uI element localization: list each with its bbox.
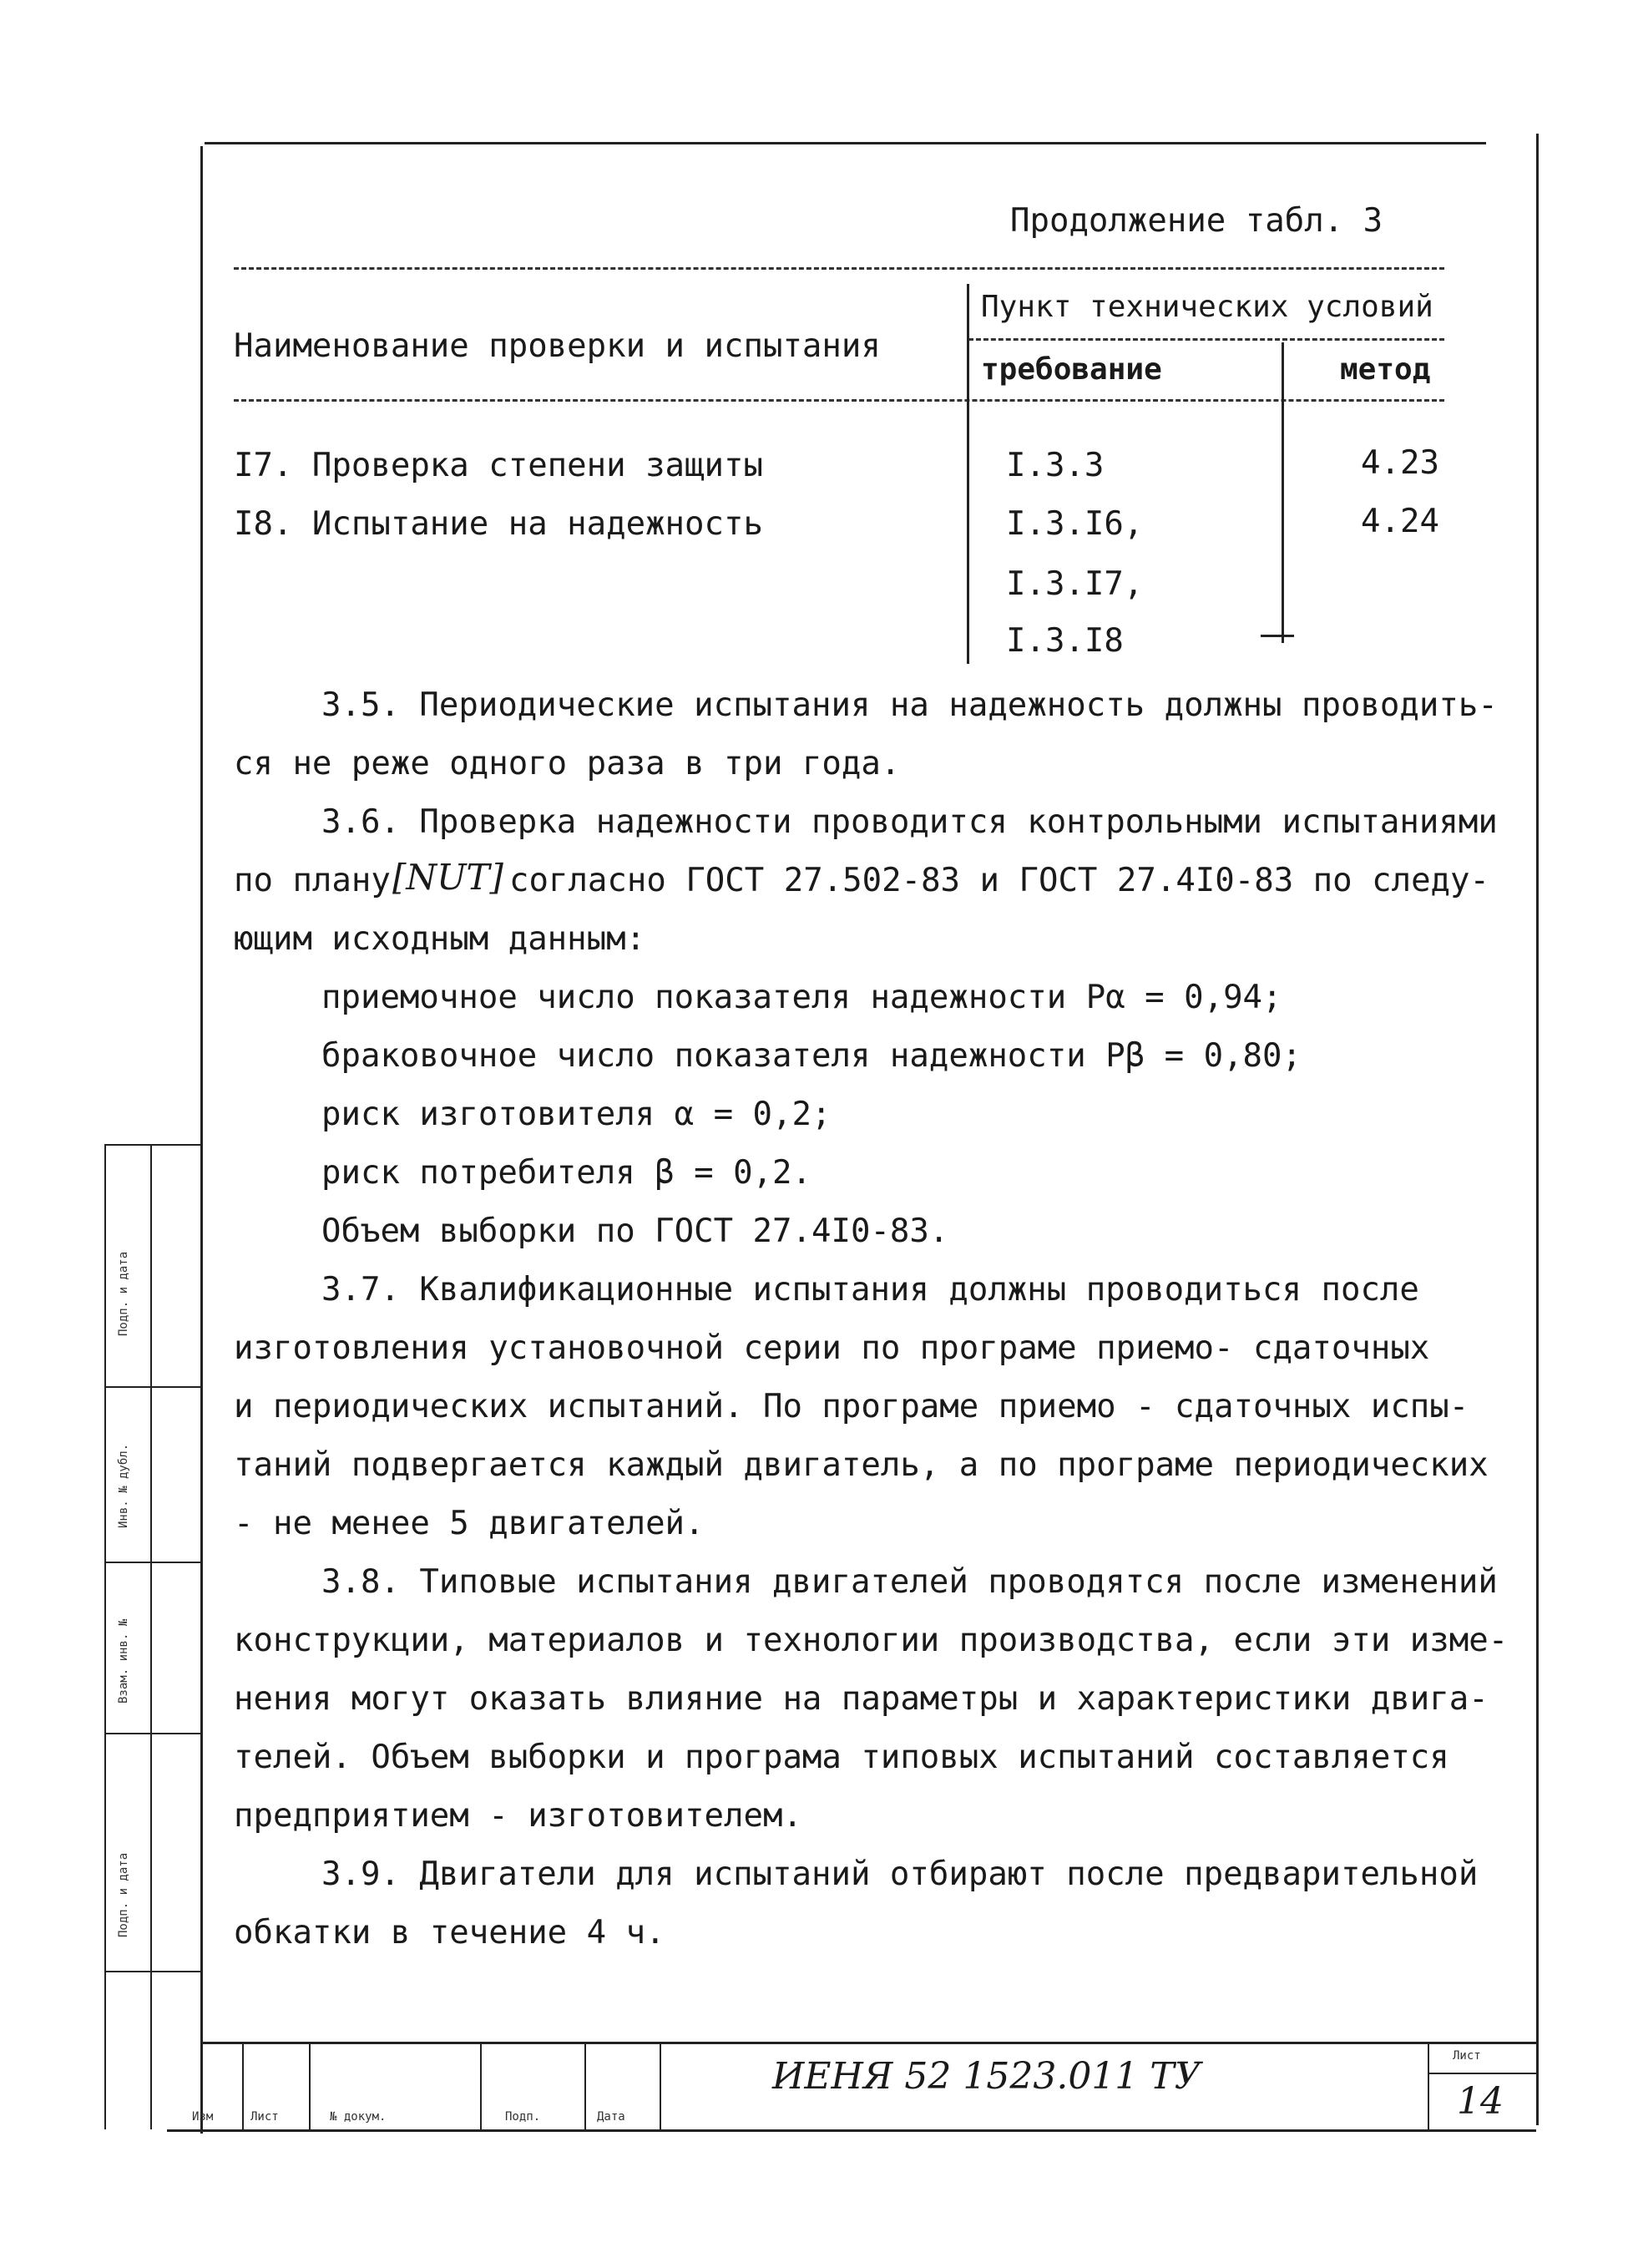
stamp-col-izm: Изм (192, 2110, 214, 2124)
table-row-req: I.3.3 (1006, 447, 1105, 484)
stamp-sheet-rule (1428, 2073, 1536, 2074)
document-code: ИЕНЯ 52 1523.011 ТУ (772, 2055, 1201, 2098)
paragraph-3-9: 3.9. Двигатели для испытаний отбирают после предварительной (321, 1855, 1479, 1893)
paragraph-3-7: таний подвергается каждый двигатель, а по програме периодических (234, 1446, 1489, 1484)
margin-label: Подп. и дата (117, 1852, 130, 1937)
paragraph-3-5: ся не реже одного раза в три года. (234, 745, 901, 782)
sheet-number: 14 (1457, 2080, 1504, 2123)
table-continuation-label: Продолжение табл. 3 (1010, 202, 1383, 240)
margin-strip-rule (104, 1971, 200, 1972)
paragraph-3-8: предприятием - изготовителем. (234, 1797, 802, 1835)
stamp-vline (584, 2042, 586, 2129)
list-item: Объем выборки по ГОСТ 27.4I0-83. (321, 1212, 949, 1250)
table-tick (1261, 635, 1294, 637)
margin-strip-rule (104, 1386, 200, 1388)
stamp-col-podp: Подп. (505, 2110, 541, 2124)
paragraph-3-6: по плану (234, 862, 391, 899)
stamp-col-data: Дата (597, 2110, 625, 2124)
paragraph-3-8: телей. Объем выборки и програма типовых испытаний составляется (234, 1739, 1449, 1776)
col-method-header: метод (1340, 352, 1431, 387)
table-top-rule (234, 267, 1444, 270)
paragraph-3-6-plan: [NUT] (392, 857, 503, 898)
col-req-header: требование (981, 352, 1162, 387)
paragraph-3-5: 3.5. Периодические испытания на надежность должны проводить- (321, 686, 1498, 724)
paragraph-3-6: 3.6. Проверка надежности проводится контрольными испытаниями (321, 803, 1498, 841)
table-row-name: I7. Проверка степени защиты (234, 447, 763, 484)
margin-strip-rule (104, 1733, 200, 1734)
margin-strip-rule (104, 1562, 200, 1563)
col-group-rule (968, 338, 1444, 341)
frame-top (205, 142, 1486, 144)
stamp-top-rule (200, 2042, 1536, 2044)
paragraph-3-7: 3.7. Квалификационные испытания должны проводиться после (321, 1271, 1419, 1309)
margin-strip-rule (104, 1144, 200, 1146)
stamp-vline (480, 2042, 482, 2129)
col-group-header: Пункт технических условий (981, 290, 1433, 324)
stamp-vline (660, 2042, 661, 2129)
list-item: риск изготовителя α = 0,2; (321, 1096, 832, 1133)
col-name-header: Наименование проверки и испытания (234, 327, 881, 365)
paragraph-3-7: и периодических испытаний. По програме приемо - сдаточных испы- (234, 1388, 1469, 1425)
margin-strip-mid (150, 1144, 152, 2129)
stamp-vline (309, 2042, 311, 2129)
stamp-vline (1428, 2042, 1429, 2129)
margin-strip-left (104, 1144, 106, 2129)
table-vline-1 (967, 284, 969, 664)
table-row-req: I.3.I7, (1006, 565, 1144, 603)
paragraph-3-9: обкатки в течение 4 ч. (234, 1914, 665, 1952)
table-row-req: I.3.I6, (1006, 505, 1144, 543)
paragraph-3-8: конструкции, материалов и технологии производства, если эти изме- (234, 1622, 1509, 1659)
frame-bottom (167, 2129, 1536, 2132)
margin-label: Взам. инв. № (117, 1618, 130, 1704)
paragraph-3-7: - не менее 5 двигателей. (234, 1505, 705, 1542)
margin-label: Инв. № дубл. (117, 1443, 130, 1528)
table-header-rule (234, 399, 1444, 402)
stamp-vline (242, 2042, 244, 2129)
sheet-label: Лист (1453, 2049, 1481, 2063)
frame-right (1536, 134, 1539, 2125)
paragraph-3-6: ющим исходным данным: (234, 920, 646, 958)
table-row-method: 4.24 (1361, 503, 1439, 540)
margin-label: Подп. и дата (117, 1251, 130, 1336)
table-vline-2 (1282, 342, 1284, 643)
table-row-name: I8. Испытание на надежность (234, 505, 763, 543)
stamp-col-list: Лист (250, 2110, 279, 2124)
list-item: приемочное число показателя надежности Pα = 0,94; (321, 979, 1282, 1016)
frame-left (200, 146, 203, 2134)
stamp-col-ndocum: № докум. (330, 2110, 387, 2124)
paragraph-3-8: нения могут оказать влияние на параметры и характеристики двига- (234, 1680, 1489, 1718)
list-item: риск потребителя β = 0,2. (321, 1154, 811, 1192)
paragraph-3-6: согласно ГОСТ 27.502-83 и ГОСТ 27.4I0-83 по следу- (509, 862, 1489, 899)
table-row-method: 4.23 (1361, 444, 1439, 482)
paragraph-3-7: изготовления установочной серии по програме приемо- сдаточных (234, 1329, 1430, 1367)
list-item: браковочное число показателя надежности Pβ = 0,80; (321, 1037, 1302, 1075)
paragraph-3-8: 3.8. Типовые испытания двигателей проводятся после изменений (321, 1563, 1498, 1601)
table-row-req: I.3.I8 (1006, 622, 1124, 660)
